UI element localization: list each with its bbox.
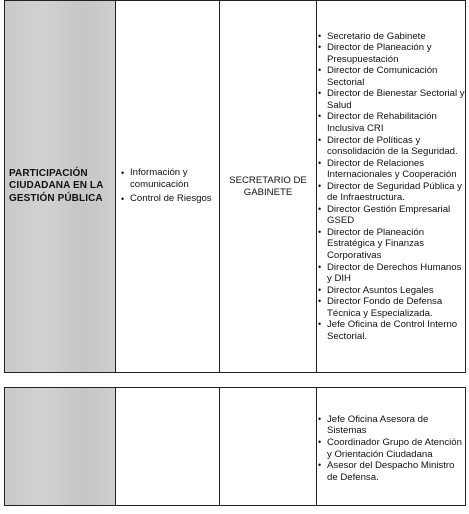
position-item: • Director de Políticas y consolidación de la Seguridad. — [327, 135, 465, 158]
area-cell — [5, 1, 116, 373]
position-item: • Director de Comunicación Sectorial — [327, 65, 465, 88]
positions-cell — [317, 388, 466, 506]
position-item: • Director de Rehabilitación Inclusiva CRI — [327, 111, 465, 134]
position-item: • Asesor del Despacho Ministro de Defensa. — [327, 460, 465, 483]
position-item: • Director Gestión Empresarial GSED — [327, 204, 465, 227]
area-cell — [5, 388, 116, 506]
position-item: • Jefe Oficina de Control Interno Sectorial. — [327, 319, 465, 342]
table-row — [5, 388, 466, 506]
position-item: • Director de Planeación y Presupuestación — [327, 42, 465, 65]
position-item: • Coordinador Grupo de Atención y Orientación Ciudadana — [327, 437, 465, 460]
position-item: • Director Asuntos Legales — [327, 285, 465, 297]
processes-cell — [116, 1, 220, 373]
position-item: • Director de Bienestar Sectorial y Salud — [327, 88, 465, 111]
position-item: • Director de Seguridad Pública y de Infraestructura. — [327, 181, 465, 204]
position-item: • Jefe Oficina Asesora de Sistemas — [327, 414, 465, 437]
position-item: • Director de Planeación Estratégica y Finanzas Corporativas — [327, 227, 465, 262]
responsibility-table-continued — [4, 387, 466, 506]
responsibility-table-top — [4, 0, 466, 373]
positions-cell — [317, 1, 466, 373]
process-item: • Control de Riesgos — [130, 193, 219, 206]
area-title: PARTICIPACIÓN CIUDADANA EN LA GESTIÓN PÚBLICA — [9, 167, 104, 204]
processes-cell — [116, 388, 220, 506]
position-item: • Director Fondo de Defensa Técnica y Especializada. — [327, 296, 465, 319]
position-item: • Director de Relaciones Internacionales y Cooperación — [327, 158, 465, 181]
responsible-cell — [220, 388, 317, 506]
process-item: • Información y comunicación — [130, 167, 219, 192]
position-item: • Secretario de Gabinete — [327, 31, 465, 43]
position-item: • Director de Derechos Humanos y DIH — [327, 262, 465, 285]
table-row — [5, 1, 466, 373]
responsible-cell: SECRETARIO DE GABINETE — [220, 1, 317, 373]
